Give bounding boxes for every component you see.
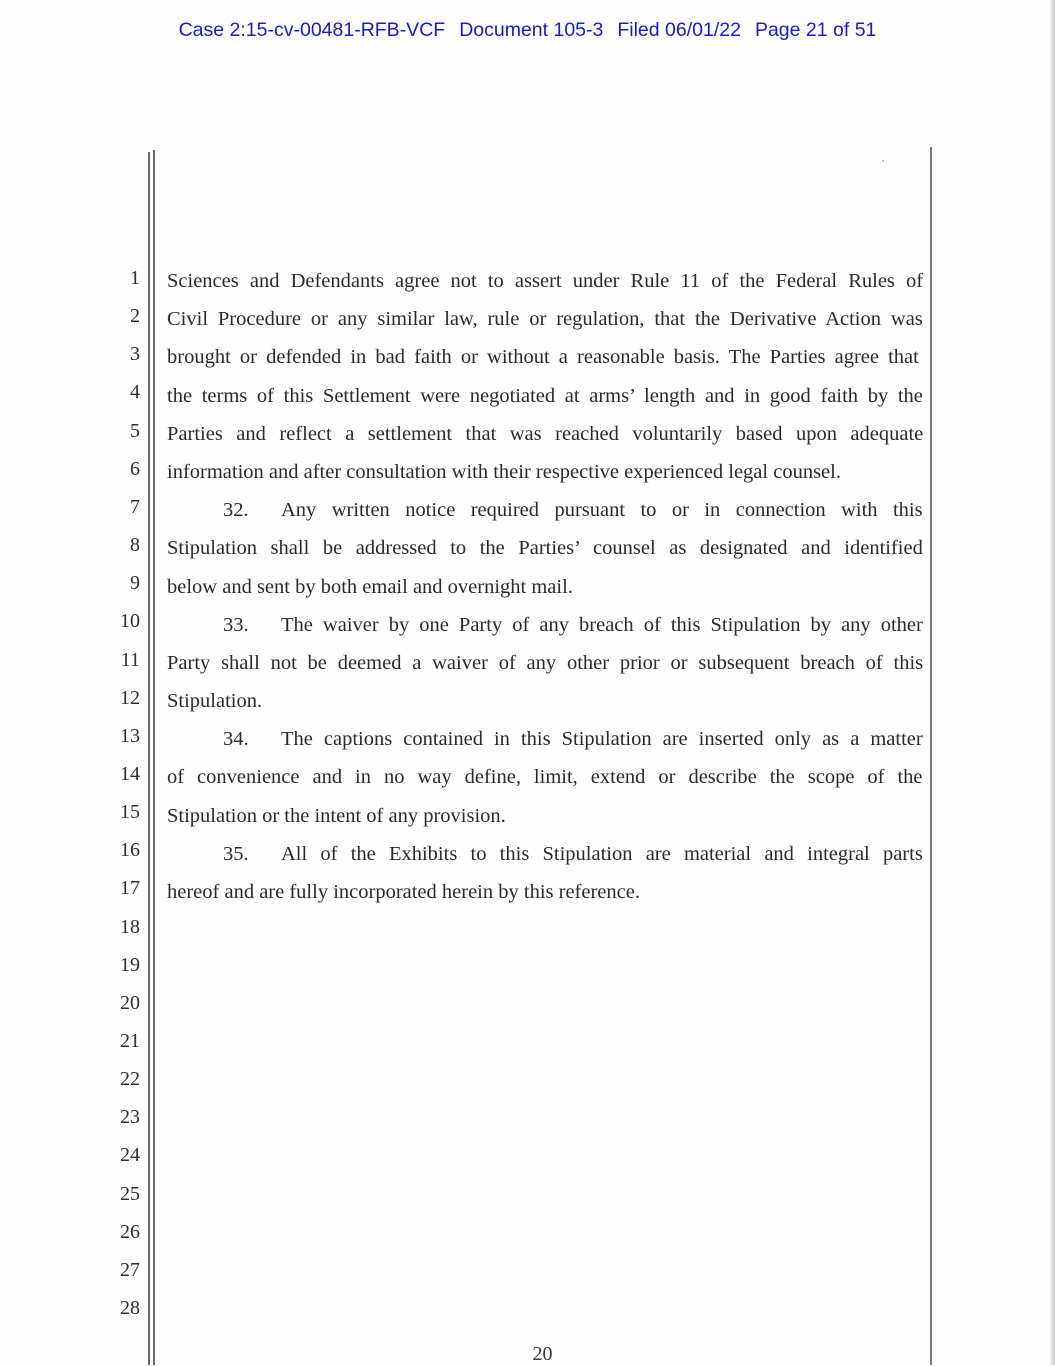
paragraph-number: 33. bbox=[223, 613, 249, 636]
paragraph-number: 34. bbox=[223, 728, 249, 751]
line-text: Civil Procedure or any similar law, rule or regulation, that the Derivative Action was bbox=[167, 308, 923, 331]
line-number: 3 bbox=[130, 343, 140, 366]
text-line bbox=[167, 568, 923, 606]
filed-date: Filed 06/01/22 bbox=[617, 19, 741, 41]
right-margin-rule bbox=[930, 147, 932, 1365]
text-line bbox=[167, 720, 923, 758]
line-number: 4 bbox=[130, 381, 140, 404]
line-text: Stipulation or the intent of any provision. bbox=[167, 804, 506, 827]
line-number: 8 bbox=[130, 534, 140, 557]
text-line bbox=[167, 491, 923, 529]
paragraph-number: 32. bbox=[223, 499, 249, 522]
document-body bbox=[167, 262, 923, 911]
text-line bbox=[167, 758, 923, 796]
line-number: 19 bbox=[120, 953, 140, 976]
text-line bbox=[167, 797, 923, 835]
case-number: Case 2:15-cv-00481-RFB-VCF bbox=[178, 19, 446, 41]
text-line bbox=[167, 415, 923, 453]
line-number: 24 bbox=[120, 1144, 140, 1167]
page-count: Page 21 of 51 bbox=[754, 19, 877, 41]
line-number: 20 bbox=[120, 991, 140, 1014]
line-number: 2 bbox=[130, 305, 140, 328]
line-text: brought or defended in bad faith or without a reasonable basis. The Parties agree that bbox=[167, 346, 919, 369]
text-line bbox=[167, 338, 923, 376]
line-text: of convenience and in no way define, limit, extend or describe the scope of the bbox=[167, 766, 923, 789]
page-number: 20 bbox=[532, 1343, 553, 1365]
line-number: 18 bbox=[120, 915, 140, 938]
line-number: 23 bbox=[120, 1106, 140, 1129]
line-text: Any written notice required pursuant to or in connection with this bbox=[281, 499, 923, 522]
line-number: 17 bbox=[120, 877, 140, 900]
line-number: 10 bbox=[120, 610, 140, 633]
document-number: Document 105-3 bbox=[459, 19, 604, 41]
line-number: 25 bbox=[120, 1182, 140, 1205]
text-line bbox=[167, 453, 923, 491]
line-number: 5 bbox=[130, 419, 140, 442]
left-margin-rule-outer bbox=[148, 152, 150, 1365]
line-number: 11 bbox=[120, 648, 140, 671]
line-number: 9 bbox=[130, 572, 140, 595]
paragraph-number: 35. bbox=[223, 842, 249, 865]
line-text: Sciences and Defendants agree not to assert under Rule 11 of the Federal Rules of bbox=[167, 270, 924, 292]
scan-edge-shadow bbox=[1050, 0, 1055, 1365]
line-number: 13 bbox=[120, 724, 140, 747]
line-text: The waiver by one Party of any breach of this Stipulation by any other bbox=[281, 613, 923, 636]
line-text: Parties and reflect a settlement that was reached voluntarily based upon adequate bbox=[167, 422, 924, 445]
text-line bbox=[167, 644, 923, 682]
line-number: 27 bbox=[120, 1258, 140, 1281]
text-line bbox=[167, 606, 923, 644]
line-text: Stipulation. bbox=[167, 690, 263, 713]
text-line bbox=[167, 300, 923, 338]
text-line bbox=[167, 682, 923, 720]
text-line bbox=[167, 835, 923, 873]
line-number: 26 bbox=[120, 1220, 140, 1243]
line-text: All of the Exhibits to this Stipulation are material and integral parts bbox=[281, 842, 923, 865]
line-number: 7 bbox=[130, 495, 140, 518]
line-number: 15 bbox=[120, 801, 140, 824]
line-text: information and after consultation with their respective experienced legal counsel. bbox=[167, 460, 841, 483]
line-number: 14 bbox=[120, 762, 140, 785]
line-number: 12 bbox=[120, 686, 140, 709]
line-number: 28 bbox=[120, 1297, 140, 1320]
line-text: hereof and are fully incorporated herein by this reference. bbox=[167, 881, 640, 903]
text-line bbox=[167, 529, 923, 567]
text-line bbox=[167, 262, 923, 300]
text-line bbox=[167, 873, 923, 911]
text-line bbox=[167, 377, 923, 415]
line-number: 22 bbox=[120, 1068, 140, 1091]
line-text: the terms of this Settlement were negotiated at arms’ length and in good faith by the bbox=[167, 384, 923, 407]
ecf-filing-header bbox=[0, 19, 1055, 42]
line-number: 21 bbox=[120, 1030, 140, 1052]
line-text: Party shall not be deemed a waiver of any other prior or subsequent breach of this bbox=[167, 651, 924, 674]
line-text: Stipulation shall be addressed to the Parties’ counsel as designated and identified bbox=[167, 537, 923, 560]
line-text: The captions contained in this Stipulation are inserted only as a matter bbox=[281, 728, 923, 751]
line-number: 1 bbox=[130, 267, 140, 289]
line-number: 16 bbox=[120, 839, 140, 862]
line-text: below and sent by both email and overnight mail. bbox=[167, 575, 573, 598]
left-margin-rule-inner bbox=[153, 150, 155, 1365]
scan-speck bbox=[882, 160, 884, 162]
line-number: 6 bbox=[130, 457, 140, 480]
